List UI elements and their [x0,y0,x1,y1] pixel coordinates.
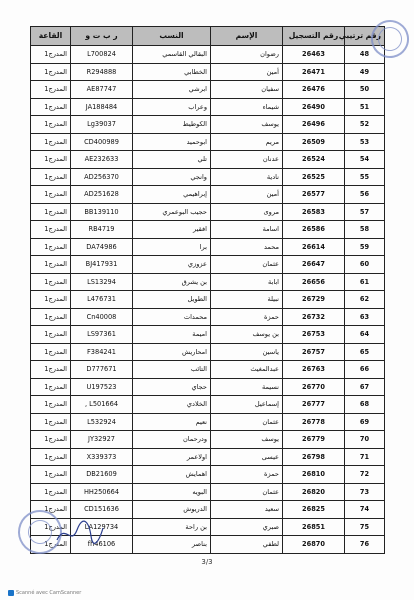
table-header-row [31,27,385,46]
header-id-card: ر ب ت و [71,27,133,46]
hall-cell: المدرج1 [31,238,71,256]
id-card-cell: X339373 [71,448,133,466]
hall-cell: المدرج1 [31,518,71,536]
table-row [31,466,385,484]
last-name-cell: البويه [133,483,211,501]
last-name-cell: حجيب البوعمري [133,203,211,221]
hall-cell: المدرج1 [31,326,71,344]
first-name-cell: رضوان [211,46,283,64]
serial-number-cell: 73 [345,483,385,501]
last-name-cell: ابوحميد [133,133,211,151]
hall-cell: المدرج1 [31,256,71,274]
registration-number-cell: 26798 [283,448,345,466]
last-name-cell: بن راحة [133,518,211,536]
first-name-cell: عبدالمغيث [211,361,283,379]
last-name-cell: اهمايش [133,466,211,484]
table-row [31,343,385,361]
registration-number-cell: 26525 [283,168,345,186]
table-row [31,186,385,204]
hall-cell: المدرج1 [31,413,71,431]
table-row [31,326,385,344]
first-name-cell: إسماعيل [211,396,283,414]
id-card-cell: HH250664 [71,483,133,501]
first-name-cell: نسيمة [211,378,283,396]
registration-number-cell: 26524 [283,151,345,169]
registration-number-cell: 26614 [283,238,345,256]
hall-cell: المدرج1 [31,308,71,326]
last-name-cell: وانجي [133,168,211,186]
serial-number-cell: 69 [345,413,385,431]
hall-cell: المدرج1 [31,378,71,396]
header-first-name: الإسم [211,27,283,46]
hall-cell: المدرج1 [31,81,71,99]
first-name-cell: نادية [211,168,283,186]
serial-number-cell: 66 [345,361,385,379]
last-name-cell: إبراهيمي [133,186,211,204]
registration-number-cell: 26732 [283,308,345,326]
serial-number-cell: 63 [345,308,385,326]
registration-number-cell: 26778 [283,413,345,431]
last-name-cell: امحاريش [133,343,211,361]
registration-number-cell: 26656 [283,273,345,291]
registration-number-cell: 26851 [283,518,345,536]
id-card-cell: fh46106 [71,536,133,554]
page-number: 3/3 [201,558,213,566]
hall-cell: المدرج1 [31,466,71,484]
serial-number-cell: 65 [345,343,385,361]
first-name-cell: سفيان [211,81,283,99]
id-card-cell: AE87747 [71,81,133,99]
header-serial-number: رقم ترتيبي [345,27,385,46]
first-name-cell: أمين [211,186,283,204]
serial-number-cell: 50 [345,81,385,99]
hall-cell: المدرج1 [31,221,71,239]
serial-number-cell: 64 [345,326,385,344]
last-name-cell: عزوزي [133,256,211,274]
table-row [31,46,385,64]
first-name-cell: حمزة [211,308,283,326]
table-row [31,291,385,309]
last-name-cell: وعراب [133,98,211,116]
serial-number-cell: 55 [345,168,385,186]
id-card-cell: LS97361 [71,326,133,344]
id-card-cell: DA74986 [71,238,133,256]
registration-number-cell: 26870 [283,536,345,554]
table-row [31,238,385,256]
serial-number-cell: 51 [345,98,385,116]
id-card-cell: L501664 , [71,396,133,414]
registration-number-cell: 26490 [283,98,345,116]
hall-cell: المدرج1 [31,448,71,466]
serial-number-cell: 52 [345,116,385,134]
serial-number-cell: 72 [345,466,385,484]
table-row [31,396,385,414]
registration-number-cell: 26586 [283,221,345,239]
id-card-cell: L532924 [71,413,133,431]
first-name-cell: لطفي [211,536,283,554]
last-name-cell: اولاعمر [133,448,211,466]
table-row [31,203,385,221]
id-card-cell: LS13294 [71,273,133,291]
registration-number-cell: 26496 [283,116,345,134]
hall-cell: المدرج1 [31,186,71,204]
first-name-cell: عثمان [211,483,283,501]
id-card-cell: AE232633 [71,151,133,169]
first-name-cell: شيماء [211,98,283,116]
header-last-name: النسب [133,27,211,46]
registration-number-cell: 26825 [283,501,345,519]
id-card-cell: F384241 [71,343,133,361]
first-name-cell: صبري [211,518,283,536]
hall-cell: المدرج1 [31,291,71,309]
table-row [31,483,385,501]
last-name-cell: الكوطيط [133,116,211,134]
first-name-cell: عثمان [211,256,283,274]
serial-number-cell: 62 [345,291,385,309]
first-name-cell: أمين [211,63,283,81]
scanner-watermark [8,590,81,596]
id-card-cell: Lg39037 [71,116,133,134]
table-row [31,448,385,466]
id-card-cell: RB4719 [71,221,133,239]
first-name-cell: سعيد [211,501,283,519]
table-row [31,361,385,379]
serial-number-cell: 71 [345,448,385,466]
last-name-cell: اميمة [133,326,211,344]
id-card-cell: CD400989 [71,133,133,151]
last-name-cell: الدريوش [133,501,211,519]
id-card-cell: L700824 [71,46,133,64]
last-name-cell: افقير [133,221,211,239]
serial-number-cell: 61 [345,273,385,291]
first-name-cell: عيسى [211,448,283,466]
header-registration-number: رقم التسجيل [283,27,345,46]
table-row [31,168,385,186]
hall-cell: المدرج1 [31,501,71,519]
table-row [31,81,385,99]
first-name-cell: عدنان [211,151,283,169]
hall-cell: المدرج1 [31,63,71,81]
hall-cell: المدرج1 [31,361,71,379]
serial-number-cell: 76 [345,536,385,554]
registration-number-cell: 26777 [283,396,345,414]
last-name-cell: الخلادي [133,396,211,414]
serial-number-cell: 57 [345,203,385,221]
last-name-cell: تلي [133,151,211,169]
last-name-cell: البقالي القاسمي [133,46,211,64]
id-card-cell: BJ417931 [71,256,133,274]
registration-number-cell: 26476 [283,81,345,99]
hall-cell: المدرج1 [31,98,71,116]
serial-number-cell: 70 [345,431,385,449]
table-row [31,413,385,431]
registration-number-cell: 26509 [283,133,345,151]
table-row [31,151,385,169]
table-body [31,46,385,554]
hall-cell: المدرج1 [31,483,71,501]
hall-cell: المدرج1 [31,168,71,186]
hall-cell: المدرج1 [31,203,71,221]
table-row [31,378,385,396]
serial-number-cell: 54 [345,151,385,169]
hall-cell: المدرج1 [31,151,71,169]
registration-number-cell: 26763 [283,361,345,379]
registration-number-cell: 26820 [283,483,345,501]
registration-number-cell: 26463 [283,46,345,64]
id-card-cell: CD151636 [71,501,133,519]
serial-number-cell: 74 [345,501,385,519]
registration-number-cell: 26779 [283,431,345,449]
registration-number-cell: 26729 [283,291,345,309]
registration-number-cell: 26471 [283,63,345,81]
serial-number-cell: 58 [345,221,385,239]
serial-number-cell: 56 [345,186,385,204]
hall-cell: المدرج1 [31,273,71,291]
id-card-cell: L476731 [71,291,133,309]
table-row [31,116,385,134]
hall-cell: المدرج1 [31,343,71,361]
serial-number-cell: 75 [345,518,385,536]
hall-cell: المدرج1 [31,46,71,64]
first-name-cell: محمد [211,238,283,256]
first-name-cell: يوسف [211,431,283,449]
id-card-cell: JY32927 [71,431,133,449]
id-card-cell: Cn40008 [71,308,133,326]
table-row [31,501,385,519]
id-card-cell: AD256370 [71,168,133,186]
registration-number-cell: 26577 [283,186,345,204]
first-name-cell: ياسين [211,343,283,361]
table-row [31,308,385,326]
camscanner-icon [8,590,14,596]
serial-number-cell: 49 [345,63,385,81]
last-name-cell: نعيم [133,413,211,431]
hall-cell: المدرج1 [31,396,71,414]
first-name-cell: يوسف [211,116,283,134]
last-name-cell: حجاي [133,378,211,396]
table-row [31,133,385,151]
registration-number-cell: 26757 [283,343,345,361]
last-name-cell: التائب [133,361,211,379]
first-name-cell: حمزة [211,466,283,484]
last-name-cell: الخطابي [133,63,211,81]
serial-number-cell: 60 [345,256,385,274]
first-name-cell: مروى [211,203,283,221]
first-name-cell: نبيلة [211,291,283,309]
id-card-cell: LA129734 [71,518,133,536]
first-name-cell: عثمان [211,413,283,431]
last-name-cell: ابرشي [133,81,211,99]
table-row [31,98,385,116]
id-card-cell: JA188484 [71,98,133,116]
table-row [31,221,385,239]
first-name-cell: اسامة [211,221,283,239]
table-row [31,431,385,449]
serial-number-cell: 48 [345,46,385,64]
serial-number-cell: 68 [345,396,385,414]
first-name-cell: ابابة [211,273,283,291]
students-table [30,26,385,554]
id-card-cell: D777671 [71,361,133,379]
table-row [31,273,385,291]
hall-cell: المدرج1 [31,536,71,554]
serial-number-cell: 53 [345,133,385,151]
registration-number-cell: 26583 [283,203,345,221]
table-row [31,256,385,274]
registration-number-cell: 26810 [283,466,345,484]
watermark-text: Scanné avec CamScanner [16,590,82,596]
hall-cell: المدرج1 [31,133,71,151]
signature-icon [55,518,105,548]
registration-number-cell: 26753 [283,326,345,344]
last-name-cell: بن يشرق [133,273,211,291]
table-row [31,63,385,81]
first-name-cell: بن يوسف [211,326,283,344]
last-name-cell: محمدات [133,308,211,326]
first-name-cell: مريم [211,133,283,151]
registration-number-cell: 26770 [283,378,345,396]
registration-number-cell: 26647 [283,256,345,274]
last-name-cell: برا [133,238,211,256]
last-name-cell: ودرحمان [133,431,211,449]
serial-number-cell: 67 [345,378,385,396]
id-card-cell: BB139110 [71,203,133,221]
id-card-cell: R294888 [71,63,133,81]
serial-number-cell: 59 [345,238,385,256]
last-name-cell: بناصر [133,536,211,554]
hall-cell: المدرج1 [31,116,71,134]
id-card-cell: U197523 [71,378,133,396]
hall-cell: المدرج1 [31,431,71,449]
header-hall: القاعة [31,27,71,46]
last-name-cell: الطويل [133,291,211,309]
id-card-cell: DB21609 [71,466,133,484]
id-card-cell: AD251628 [71,186,133,204]
